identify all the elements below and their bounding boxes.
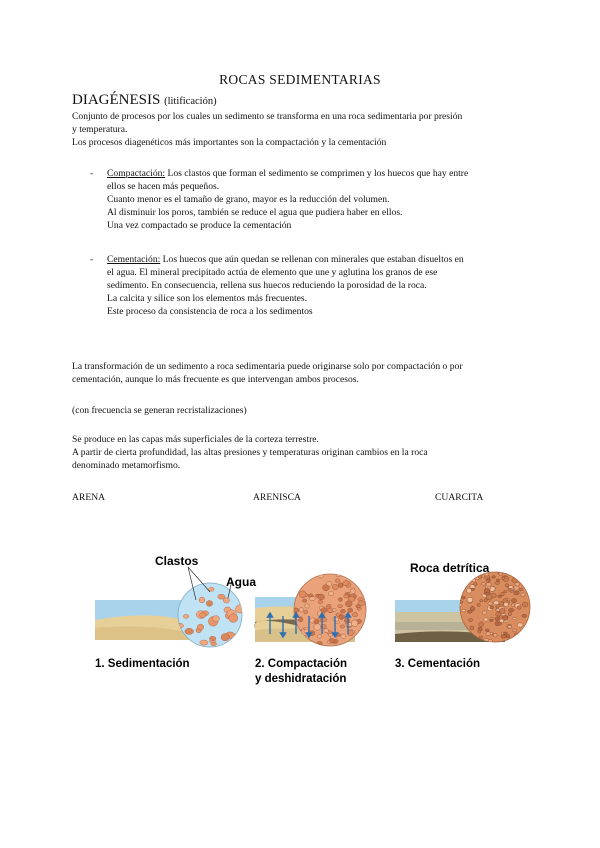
label-clastos: Clastos <box>155 554 199 568</box>
grain <box>299 591 306 598</box>
grain <box>506 635 510 639</box>
grain <box>521 593 525 597</box>
paragraph-line: La transformación de un sedimento a roca sedimentaria puede originarse solo por compactación o por <box>72 361 463 372</box>
intro-paragraph <box>72 110 528 149</box>
compactacion-item <box>107 167 528 232</box>
grain <box>200 613 206 618</box>
grain <box>229 614 238 623</box>
paragraph-line: denominado metamorfismo. <box>72 460 181 471</box>
grain <box>462 609 466 611</box>
compactacion-term: Compactación: <box>107 168 166 179</box>
grain <box>480 600 483 602</box>
grain <box>218 594 225 599</box>
grain <box>499 572 502 575</box>
grain <box>517 606 521 610</box>
cementacion-line: sedimento. En consecuencia, rellena sus huecos reduciendo la porosidad de la roca. <box>107 280 427 291</box>
grain <box>212 616 219 622</box>
panel-cementacion <box>395 571 530 643</box>
grain <box>345 601 352 607</box>
grain <box>490 619 494 622</box>
grain <box>479 622 484 627</box>
grain <box>488 602 493 605</box>
grain <box>477 603 480 606</box>
grain <box>495 582 500 585</box>
grain <box>486 632 491 636</box>
page-title: ROCAS SEDIMENTARIAS <box>219 72 381 87</box>
grain <box>309 597 315 601</box>
grain <box>508 585 513 588</box>
grain <box>462 596 466 599</box>
diagenesis-diagram <box>0 540 600 700</box>
compactacion-line: Una vez compactado se produce la cementación <box>107 220 292 231</box>
grain <box>482 611 487 615</box>
grain <box>329 591 334 595</box>
grain <box>206 601 212 607</box>
grain <box>486 583 491 587</box>
grain <box>339 616 343 620</box>
grain <box>351 620 358 627</box>
grain <box>492 576 496 579</box>
paragraph-line: cementación, aunque lo más frecuente es que intervengan ambos procesos. <box>72 374 359 385</box>
grain <box>318 600 323 604</box>
bullet-dash: - <box>90 254 94 265</box>
grain <box>508 589 512 592</box>
grain <box>340 609 345 613</box>
grain <box>484 588 489 593</box>
grain <box>209 636 216 640</box>
grain <box>501 592 505 595</box>
grain <box>332 584 338 590</box>
grain <box>482 583 486 586</box>
grain <box>299 608 303 612</box>
grain <box>324 629 329 633</box>
grain <box>486 594 492 600</box>
grain <box>500 608 506 614</box>
grain <box>504 602 509 606</box>
grain <box>508 613 512 616</box>
grain <box>329 638 335 643</box>
grain <box>484 618 488 621</box>
grain <box>314 624 321 631</box>
grain <box>517 623 523 627</box>
grain <box>350 589 355 594</box>
intro-line: Conjunto de procesos por los cuales un sedimento se transforma en una roca sedimentaria por presión <box>72 111 463 122</box>
grain <box>508 609 514 612</box>
grain <box>183 615 189 619</box>
grain <box>200 640 208 645</box>
grain <box>318 635 322 639</box>
grain <box>335 579 340 583</box>
grain <box>512 578 517 583</box>
grain <box>304 610 308 613</box>
grain <box>472 579 475 582</box>
grain <box>199 597 205 603</box>
bullet-dash: - <box>90 168 94 179</box>
grain <box>508 626 512 629</box>
grain <box>338 583 343 588</box>
grain <box>328 634 332 637</box>
grain <box>332 609 336 612</box>
panel-sedimentacion <box>95 567 245 647</box>
grain <box>338 598 342 602</box>
grain <box>511 599 516 603</box>
grain <box>302 599 306 602</box>
column-label-cuarcita: CUARCITA <box>435 492 484 503</box>
grain <box>479 636 483 639</box>
grain <box>494 601 499 605</box>
heading-sub: (litificación) <box>164 96 217 107</box>
grain <box>323 585 330 591</box>
grain <box>493 633 497 637</box>
label-roca-detritica: Roca detrítica <box>410 561 490 575</box>
grain <box>470 606 475 610</box>
cementacion-item <box>107 253 528 318</box>
grain <box>341 634 346 639</box>
grain <box>471 588 475 591</box>
grain <box>236 605 245 613</box>
grain <box>486 580 489 582</box>
grain <box>512 629 516 632</box>
cementacion-line: el agua. El mineral precipitado actúa de elemento que une y aglutina los granos de ese <box>107 267 438 278</box>
grain <box>504 590 507 592</box>
grain <box>326 606 330 609</box>
compactacion-line: Cuanto menor es el tamaño de grano, mayor es la reducción del volumen. <box>107 194 390 205</box>
grain <box>467 597 473 602</box>
grain <box>522 602 528 607</box>
compactacion-line: ellos se hacen más pequeños. <box>107 181 220 192</box>
compactacion-line: Compactación: Los clastos que forman el sedimento se comprimen y los huecos que hay entre <box>107 168 469 179</box>
heading-main: DIAGÉNESIS <box>72 92 161 108</box>
grain <box>496 579 500 582</box>
step-cementacion: 3. Cementación <box>395 658 480 670</box>
grain <box>478 630 481 633</box>
grain <box>358 598 363 601</box>
step-compactacion: 2. Compactación <box>255 658 348 670</box>
grain <box>209 587 215 591</box>
section-heading <box>72 92 217 109</box>
grain <box>333 617 339 621</box>
grain <box>485 629 489 632</box>
grain <box>500 619 504 623</box>
grain <box>501 635 506 639</box>
grain <box>470 626 474 630</box>
grain <box>318 594 325 600</box>
cementacion-line: La calcita y sílice son los elementos más frecuentes. <box>107 293 308 304</box>
intro-line: Los procesos diagenéticos más importantes son la compactación y la cementación <box>72 137 387 148</box>
cementacion-line: Cementación: Los huecos que aún quedan se rellenan con minerales que estaban disueltos en <box>107 254 464 265</box>
cementacion-line: Este proceso da consistencia de roca a los sedimentos <box>107 306 313 317</box>
grain <box>321 608 327 613</box>
grain <box>522 614 527 617</box>
paragraph-line: Se produce en las capas más superficiales de la corteza terrestre. <box>72 434 319 445</box>
paragraph-line: A partir de cierta profundidad, las altas presiones y temperaturas originan cambios en la roca <box>72 447 428 458</box>
grain <box>356 605 361 608</box>
grain <box>352 612 357 616</box>
grain <box>305 604 309 608</box>
grain <box>519 588 522 591</box>
grain <box>340 625 344 628</box>
grain <box>344 595 349 598</box>
compactacion-line: Al disminuir los poros, también se reduce el agua que pudiera haber en ellos. <box>107 207 403 218</box>
paragraph-profundidad <box>72 433 528 472</box>
grain <box>490 606 494 609</box>
panel-compactacion <box>254 573 366 646</box>
column-label-arena: ARENA <box>72 492 106 503</box>
grain <box>469 619 473 622</box>
paragraph-recristalizaciones: (con frecuencia se generan recristalizaciones) <box>72 405 247 416</box>
cementacion-term: Cementación: <box>107 254 161 265</box>
intro-line: y temperatura. <box>72 124 128 135</box>
grain <box>348 608 353 613</box>
grain <box>221 634 229 641</box>
grain <box>197 624 203 630</box>
grain <box>343 581 349 586</box>
grain <box>502 577 505 580</box>
grain <box>185 628 194 634</box>
paragraph-transformacion <box>72 360 528 386</box>
column-label-arenisca: ARENISCA <box>253 492 301 503</box>
grain <box>511 604 514 607</box>
step-sedimentacion: 1. Sedimentación <box>95 658 190 670</box>
grain <box>514 591 520 595</box>
grain <box>211 642 217 646</box>
grain <box>504 632 508 635</box>
grain <box>338 605 343 608</box>
grain <box>495 617 499 621</box>
step-deshidratacion: y deshidratación <box>255 673 347 685</box>
grain <box>513 617 516 620</box>
label-agua: Agua <box>226 575 256 589</box>
